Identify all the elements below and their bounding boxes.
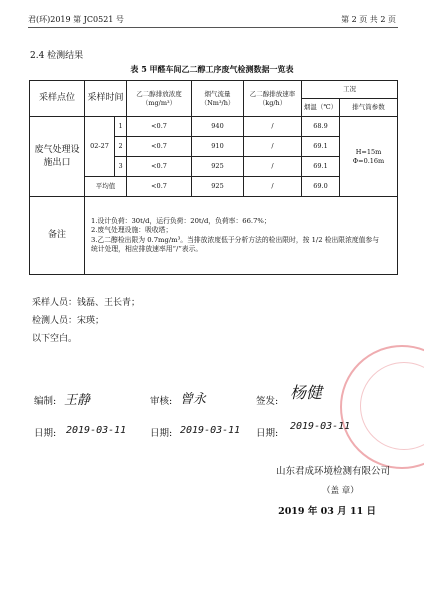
conc-cell: <0.7 <box>127 157 192 177</box>
table-caption: 表 5 甲醛车间乙二醇工序废气检测数据一览表 <box>130 64 294 74</box>
blank-line: 以下空白。 <box>32 334 78 344</box>
issue-date: 2019 年 03 月 11 日 <box>278 506 376 517</box>
personnel-block <box>32 294 140 348</box>
temp-cell: 69.1 <box>302 137 340 157</box>
average-label: 平均值 <box>85 177 127 197</box>
row-number: 3 <box>115 157 127 177</box>
header-rule <box>28 27 398 28</box>
row-number: 2 <box>115 137 127 157</box>
approve-signature: 杨健 <box>290 383 323 402</box>
rate-cell: / <box>244 177 302 197</box>
date-label-2: 日期: <box>150 428 173 439</box>
conc-cell: <0.7 <box>127 137 192 157</box>
flow-cell: 910 <box>192 137 244 157</box>
edit-label: 编制: <box>34 396 57 407</box>
temp-cell: 69.0 <box>302 177 340 197</box>
edit-signature: 王静 <box>64 393 91 408</box>
approve-label: 签发: <box>256 396 279 407</box>
header-stack: 排气筒参数 <box>340 99 398 117</box>
remarks-text: 1.设计负荷：30t/d，运行负荷：20t/d，负荷率：66.7%； 2.废气处理设施：吸收塔； 3.乙二醇检出限为 0.7mg/m³。当排放浓度低于分析方法的检出限时，按 1/2 检出限浓度值参与 统计处理，相应排放速率用“/”表示。 <box>85 197 398 275</box>
temp-cell: 68.9 <box>302 117 340 137</box>
review-signature: 曾永 <box>180 392 207 407</box>
date-signature-1: 2019-03-11 <box>66 425 127 436</box>
date-signature-2: 2019-03-11 <box>180 425 241 436</box>
flow-cell: 925 <box>192 177 244 197</box>
stack-cell: H=15m Φ=0.16m <box>340 117 398 197</box>
header-concentration: 乙二醇排放浓度 （mg/m³） <box>127 81 192 117</box>
flow-cell: 925 <box>192 157 244 177</box>
review-label: 审核: <box>150 396 173 407</box>
sample-point-cell: 废气处理设施出口 <box>30 117 85 197</box>
header-temperature: 烟温（℃） <box>302 99 340 117</box>
conc-cell: <0.7 <box>127 177 192 197</box>
tester-line: 检测人员：宋瑛； <box>32 316 105 326</box>
header-conditions: 工况 <box>302 81 398 99</box>
date-label-3: 日期: <box>256 428 279 439</box>
date-signature-3: 2019-03-11 <box>290 421 351 432</box>
seal-note: （盖 章） <box>322 486 359 496</box>
sampler-line: 采样人员：钱磊、王长青； <box>32 298 141 308</box>
header-flow: 烟气流量 （Nm³/h） <box>192 81 244 117</box>
rate-cell: / <box>244 157 302 177</box>
page-indicator: 第 2 页 共 2 页 <box>341 15 396 24</box>
header-sample-point: 采样点位 <box>30 81 85 117</box>
date-label-1: 日期: <box>34 428 57 439</box>
results-table <box>29 80 398 275</box>
remarks-label: 备注 <box>30 197 85 275</box>
conc-cell: <0.7 <box>127 117 192 137</box>
header-sample-time: 采样时间 <box>85 81 127 117</box>
flow-cell: 940 <box>192 117 244 137</box>
rate-cell: / <box>244 137 302 157</box>
header-rate: 乙二醇排放速率 （kg/h） <box>244 81 302 117</box>
row-number: 1 <box>115 117 127 137</box>
date-cell: 02-27 <box>85 117 115 177</box>
rate-cell: / <box>244 117 302 137</box>
table-row <box>30 117 398 137</box>
company-name: 山东君成环境检测有限公司 <box>275 466 390 477</box>
temp-cell: 69.1 <box>302 157 340 177</box>
document-number: 君(环)2019 第 JC0521 号 <box>28 15 124 24</box>
section-title: 2.4 检测结果 <box>30 51 84 61</box>
